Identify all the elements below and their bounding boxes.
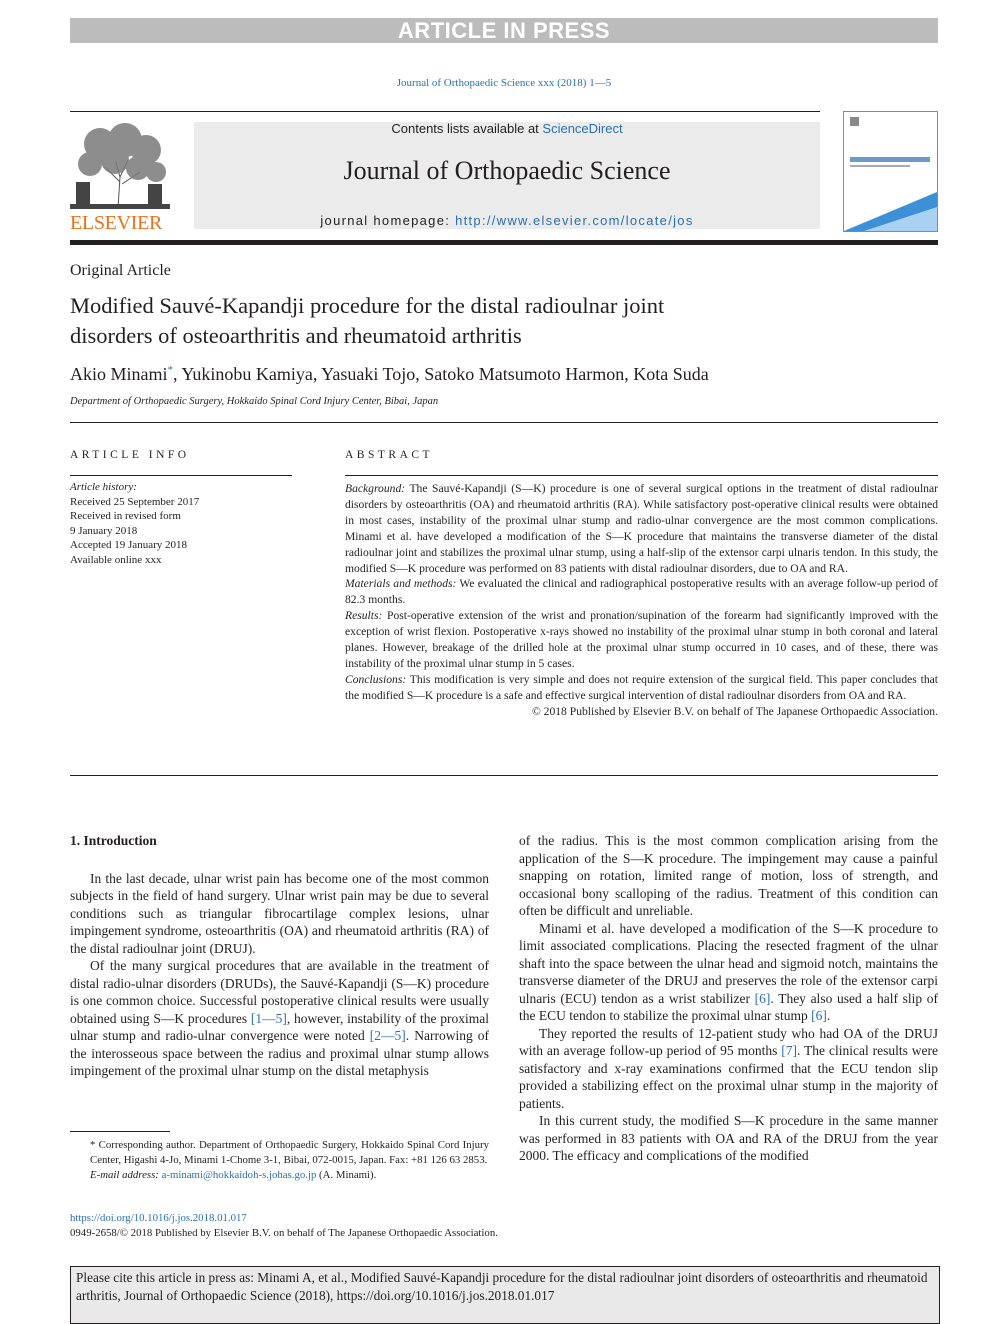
issn-line: 0949-2658/© 2018 Published by Elsevier B.V. on behalf of The Japanese Orthopaedic Association. bbox=[70, 1227, 498, 1239]
sciencedirect-link[interactable]: ScienceDirect bbox=[542, 121, 623, 136]
body-left-column bbox=[70, 832, 489, 1080]
conclusions-label: Conclusions: bbox=[345, 672, 407, 686]
article-info-rule bbox=[70, 475, 292, 476]
doi-link[interactable]: https://doi.org/10.1016/j.jos.2018.01.017 bbox=[70, 1212, 247, 1224]
paragraph-text: Minami et al. have developed a modification of the S—K procedure to limit associated complications. Placing the resected fragment of the ulnar shaft into the space between the ulnar head and sigmoid notch, maintains the transverse diameter of the DRUJ and preserves the role of the extensor carpi ulnaris (ECU) tendon as a wrist stabilizer bbox=[519, 920, 938, 1006]
title-divider bbox=[70, 422, 938, 423]
homepage-prefix: journal homepage: bbox=[320, 213, 456, 228]
article-title-line-2: disorders of osteoarthritis and rheumatoid arthritis bbox=[70, 323, 522, 348]
body-right-column bbox=[519, 832, 938, 1165]
reference-link[interactable]: [2—5] bbox=[369, 1028, 406, 1043]
intro-paragraph-2 bbox=[70, 957, 489, 1080]
footnote-text: * Corresponding author. Department of Orthopaedic Surgery, Hokkaido Spinal Cord Injury Center, Higashi 4-Jo, Minami 1-Chome 3-1, Bibai, 072-0015, Japan. Fax: +81 126 63 2853. bbox=[90, 1139, 489, 1166]
footnote-rule bbox=[70, 1131, 170, 1132]
header-thick-rule bbox=[70, 240, 938, 245]
email-link[interactable]: a-minami@hokkaidoh-s.johas.go.jp bbox=[161, 1168, 317, 1181]
abstract-rule bbox=[345, 475, 938, 476]
first-author: Akio Minami bbox=[70, 364, 168, 384]
article-title bbox=[70, 291, 910, 351]
article-in-press-banner: ARTICLE IN PRESS bbox=[70, 18, 938, 43]
methods-label: Materials and methods: bbox=[345, 577, 457, 591]
abstract-bottom-rule bbox=[70, 775, 938, 776]
introduction-heading: 1. Introduction bbox=[70, 833, 157, 848]
methods-text: We evaluated the clinical and radiographical postoperative results with an average follow-up period of 82.3 months. bbox=[345, 577, 938, 607]
affiliation: Department of Orthopaedic Surgery, Hokkaido Spinal Cord Injury Center, Bibai, Japan bbox=[70, 396, 439, 407]
corresponding-author-footnote bbox=[70, 1138, 489, 1182]
paragraph-text: Of the many surgical procedures that are available in the treatment of distal radio-ulnar disorders (DRUDs), the Sauvé-Kapandji (S—K) procedure is one common choice. Successful postoperative clinical results were usually obtained using S—K procedures bbox=[70, 958, 489, 1026]
contents-line bbox=[194, 121, 820, 136]
article-title-line-1: Modified Sauvé-Kapandji procedure for the distal radioulnar joint bbox=[70, 293, 665, 318]
article-info-heading: ARTICLE INFO bbox=[70, 449, 190, 461]
homepage-link[interactable]: http://www.elsevier.com/locate/jos bbox=[455, 213, 694, 228]
results-text: Post-operative extension of the wrist and pronation/supination of the forearm had significantly improved with the exception of wrist flexion. Postoperative x-rays showed no instability of the proximal ulnar stump in both coronal and lateral planes. However, breakage of the drilled hole at the proximal ulnar stump occurred in 10 cases, and of these, there was instability of the proximal ulnar stump in 5 cases. bbox=[345, 609, 938, 670]
history-item: 9 January 2018 bbox=[70, 524, 138, 537]
abstract-methods bbox=[345, 576, 938, 608]
article-type: Original Article bbox=[70, 262, 171, 279]
contents-prefix: Contents lists available at bbox=[391, 121, 543, 136]
background-label: Background: bbox=[345, 482, 406, 495]
history-item: Received 25 September 2017 bbox=[70, 495, 200, 508]
header-rule bbox=[70, 111, 820, 112]
corresponding-author-mark[interactable]: * bbox=[167, 364, 173, 376]
reference-link[interactable]: [6] bbox=[811, 1008, 827, 1023]
intro-paragraph-5 bbox=[519, 1025, 938, 1113]
results-label: Results: bbox=[345, 609, 383, 623]
paragraph-text: . Narrowing of the interosseous space between the radius and proximal ulnar stump allows impingement of the proximal ulnar stump on the distal metaphysis bbox=[70, 1028, 489, 1078]
history-item: Received in revised form bbox=[70, 510, 181, 523]
other-authors: , Yukinobu Kamiya, Yasuaki Tojo, Satoko Matsumoto Harmon, Kota Suda bbox=[173, 364, 709, 384]
footnote-email-line bbox=[70, 1168, 489, 1183]
abstract-copyright: © 2018 Published by Elsevier B.V. on behalf of The Japanese Orthopaedic Association. bbox=[531, 704, 938, 718]
paragraph-text: , however, instability of the proximal ulnar stump and radio-ulnar convergence were noted bbox=[70, 1010, 490, 1043]
article-history bbox=[70, 480, 292, 568]
abstract-body bbox=[345, 481, 938, 720]
reference-link[interactable]: [1—5] bbox=[250, 1010, 287, 1026]
reference-link[interactable]: [6] bbox=[754, 990, 771, 1006]
intro-paragraph-1: In the last decade, ulnar wrist pain has become one of the most common subjects in the field of hand surgery. Ulnar wrist pain may be due to several conditions such as triangular fibrocartilage complex lesions, ulnar impingement syndrome, osteoarthritis (OA) and rheumatoid arthritis (RA) of the distal radioulnar joint (DRUJ). bbox=[70, 870, 489, 956]
journal-title: Journal of Orthopaedic Science bbox=[343, 156, 671, 185]
intro-paragraph-3: of the radius. This is the most common complication arising from the application of the S—K procedure. The impingement may cause a painful snapping on rotation, limited range of motion, loss of strength, and occasional bony scalloping of the radius. Treatment of this condition can often be difficult and unreliable. bbox=[519, 833, 938, 918]
conclusions-text: This modification is very simple and does not require extension of the surgical field. This paper concludes that the modified S—K procedure is a safe and effective surgical intervention of distal radioulnar disorders from OA and RA. bbox=[345, 672, 938, 702]
history-item: Accepted 19 January 2018 bbox=[70, 539, 187, 552]
history-item: Available online xxx bbox=[70, 553, 162, 566]
abstract-background bbox=[345, 481, 938, 576]
paragraph-text: . bbox=[826, 1008, 831, 1023]
abstract-heading: ABSTRACT bbox=[345, 449, 434, 461]
background-text: The Sauvé-Kapandji (S—K) procedure is one of several surgical options in the treatment of distal radioulnar disorders by osteoarthritis (OA) and rheumatoid arthritis (RA). While satisfactory post-operative clinical results were obtained in most cases, instability of the proximal ulnar stump and radio-ulnar convergence are the most common complications. Minami et al. have developed a modification of the S—K procedure that maintains the transverse diameter of the distal radioulnar joint and stabilizes the proximal ulnar stump, using a half-slip of the extensor carpi ulnaris tendon. In this study, the modified S—K procedure was performed on 83 patients with distal radioulnar disorders, due to OA and RA. bbox=[345, 482, 938, 575]
paragraph-text: . The clinical results were satisfactory and x-ray examinations confirmed that the ECU tendon slip provided a stabilizing effect on the proximal ulnar stump in the majority of patients. bbox=[519, 1043, 939, 1111]
email-suffix: (A. Minami). bbox=[316, 1168, 377, 1181]
paragraph-text: . They also used a half slip of the ECU tendon to stabilize the proximal ulnar stump bbox=[519, 990, 938, 1023]
journal-cover-thumbnail bbox=[843, 111, 938, 232]
intro-paragraph-4 bbox=[519, 920, 938, 1025]
homepage-line bbox=[194, 213, 820, 228]
journal-reference-link[interactable]: Journal of Orthopaedic Science xxx (2018) 1—5 bbox=[396, 77, 612, 89]
author-list bbox=[70, 364, 709, 385]
reference-link[interactable]: [7] bbox=[781, 1043, 798, 1058]
abstract-results bbox=[345, 608, 938, 672]
email-label: E-mail address: bbox=[90, 1168, 159, 1181]
paragraph-text: They reported the results of 12-patient study who had OA of the DRUJ with an average follow-up period of 95 months bbox=[519, 1025, 938, 1058]
history-label: Article history: bbox=[70, 481, 137, 493]
elsevier-wordmark: ELSEVIER bbox=[70, 212, 163, 234]
intro-paragraph-6: In this current study, the modified S—K procedure in the same manner was performed in 83 patients with OA and RA of the DRUJ from the year 2000. The efficacy and complications of the modified bbox=[519, 1113, 938, 1163]
citation-box: Please cite this article in press as: Minami A, et al., Modified Sauvé-Kapandji procedure for the distal radioulnar joint disorders of osteoarthritis and rheumatoid arthritis, Journal of Orthopaedic Science (2018), https://doi.org/10.1016/j.jos.2018.01.017 bbox=[70, 1266, 940, 1324]
abstract-conclusions bbox=[345, 672, 938, 704]
